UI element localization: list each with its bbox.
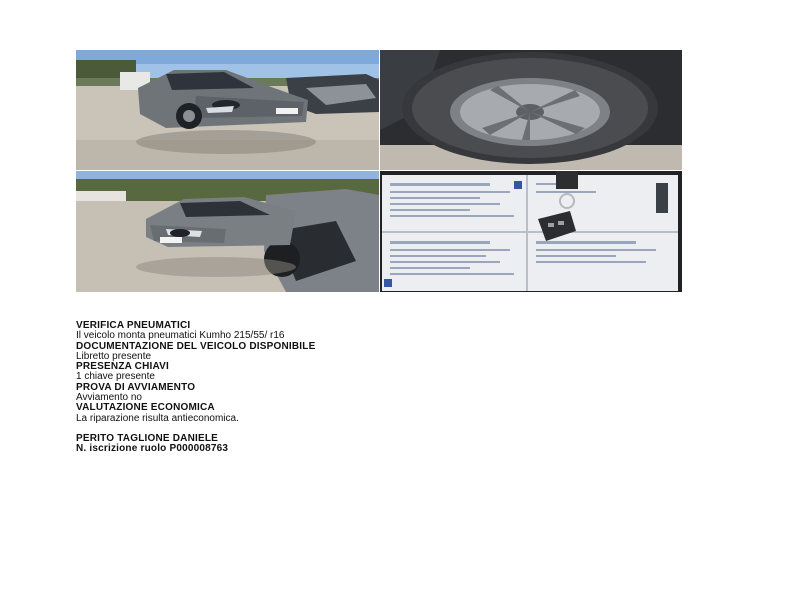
expert-name: PERITO TAGLIONE DANIELE [76, 432, 219, 444]
tyre-photo [380, 50, 682, 170]
photo-grid [76, 50, 682, 292]
keys-heading: PRESENZA CHIAVI [76, 361, 170, 373]
keys-text: 1 chiave presente [76, 371, 155, 383]
tyre-heading: VERIFICA PNEUMATICI [76, 320, 191, 331]
documents-key-photo [380, 171, 682, 292]
license-plate [160, 237, 182, 243]
docs-heading: DOCUMENTAZIONE DEL VEICOLO DISPONIBILE [76, 340, 316, 352]
car-front-photo [76, 50, 379, 170]
docs-text: Libretto presente [76, 350, 152, 362]
inspection-report [76, 321, 676, 455]
car-damage-photo [76, 171, 379, 292]
expert-registration: N. iscrizione ruolo P000008763 [76, 443, 229, 455]
start-heading: PROVA DI AVVIAMENTO [76, 381, 196, 393]
tyre-text: Il veicolo monta pneumatici Kumho 215/55/ r16 [76, 330, 285, 342]
value-heading: VALUTAZIONE ECONOMICA [76, 402, 215, 414]
start-text: Avviamento no [76, 392, 142, 404]
value-text: La riparazione risulta antieconomica. [76, 412, 239, 424]
